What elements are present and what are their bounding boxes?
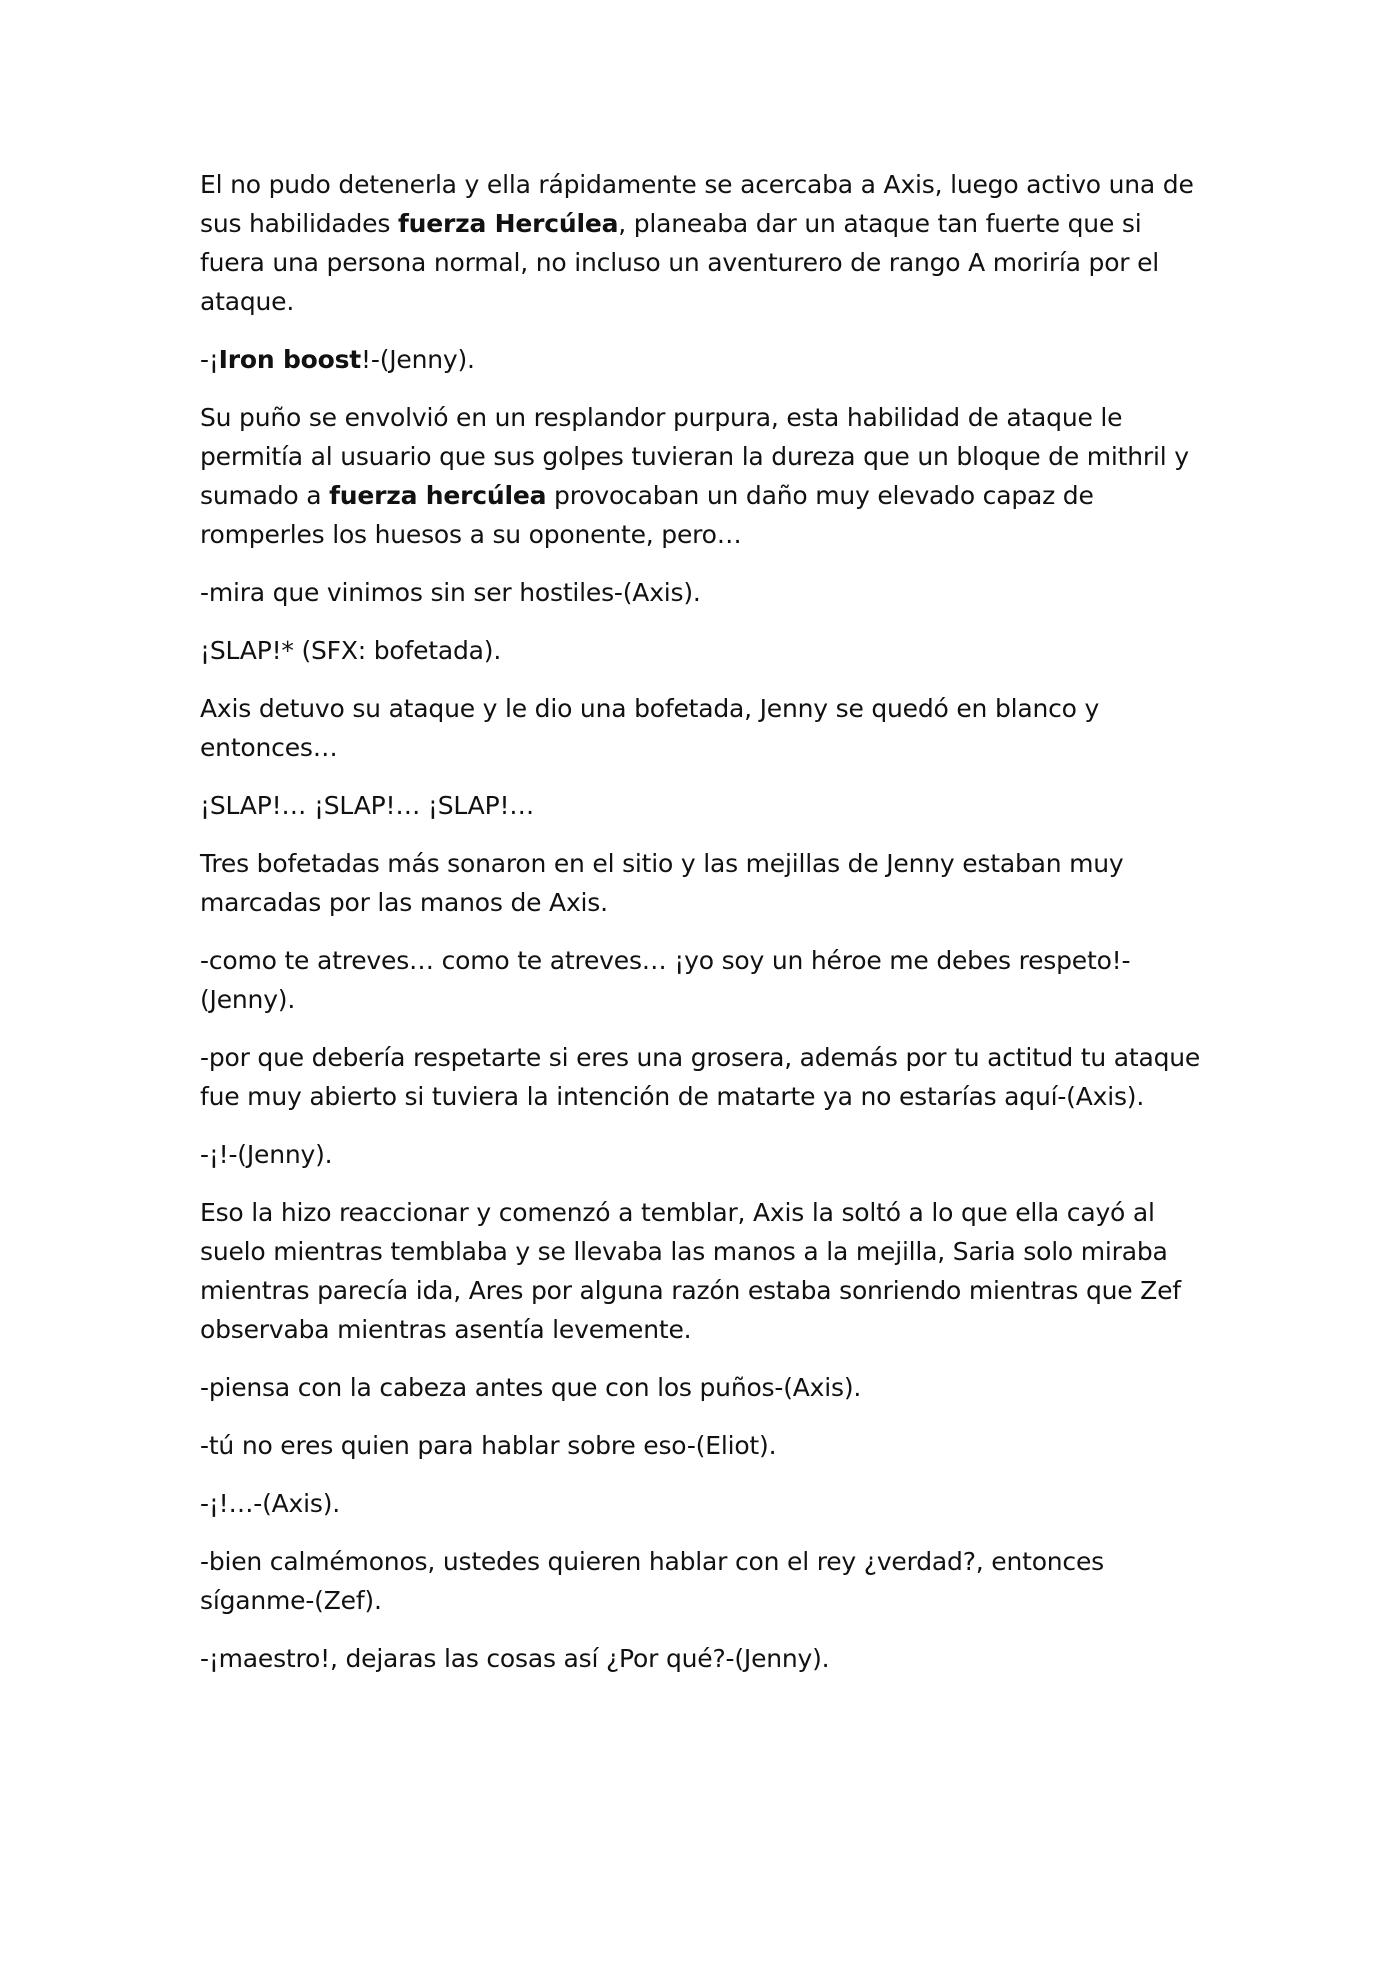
- bold-text: fuerza Hercúlea: [397, 209, 619, 238]
- paragraph: [200, 941, 1210, 1019]
- paragraph: [200, 631, 1210, 670]
- paragraph: [200, 1639, 1210, 1678]
- text-segment: provocaban un daño muy elevado capaz de romperles los huesos a su oponente, pero…: [200, 481, 1094, 549]
- text-segment: Tres bofetadas más sonaron en el sitio y las mejillas de Jenny estaban muy marcadas por las manos de Axis.: [200, 849, 1124, 917]
- paragraph: [200, 1426, 1210, 1465]
- paragraph: [200, 1368, 1210, 1407]
- paragraph: [200, 1542, 1210, 1620]
- paragraph: [200, 573, 1210, 612]
- paragraph: [200, 1484, 1210, 1523]
- text-segment: -mira que vinimos sin ser hostiles-(Axis).: [200, 578, 701, 607]
- paragraph: [200, 398, 1210, 554]
- text-segment: -tú no eres quien para hablar sobre eso-(Eliot).: [200, 1431, 777, 1460]
- text-segment: ¡SLAP!* (SFX: bofetada).: [200, 636, 502, 665]
- paragraph: [200, 1135, 1210, 1174]
- paragraph: [200, 689, 1210, 767]
- text-segment: -piensa con la cabeza antes que con los puños-(Axis).: [200, 1373, 862, 1402]
- paragraph: [200, 165, 1210, 321]
- text-segment: Su puño se envolvió en un resplandor purpura, esta habilidad de ataque le permitía al usuario que sus golpes tuvieran la dureza que un bloque de mithril y sumado a: [200, 403, 1189, 510]
- text-segment: -como te atreves… como te atreves… ¡yo soy un héroe me debes respeto!-(Jenny).: [200, 946, 1131, 1014]
- text-segment: ¡SLAP!… ¡SLAP!… ¡SLAP!…: [200, 791, 535, 820]
- text-segment: El no pudo detenerla y ella rápidamente se acercaba a Axis, luego activo una de sus habilidades: [200, 170, 1194, 238]
- paragraph: [200, 844, 1210, 922]
- bold-text: fuerza hercúlea: [329, 481, 547, 510]
- document-page: [200, 165, 1210, 1697]
- text-segment: !-(Jenny).: [361, 345, 475, 374]
- paragraph: [200, 1193, 1210, 1349]
- text-segment: Eso la hizo reaccionar y comenzó a temblar, Axis la soltó a lo que ella cayó al suelo mientras temblaba y se llevaba las manos a la mejilla, Saria solo miraba mientras parecía ida, Ares por alguna razón estaba sonriendo mientras que Zef observaba mientras asentía levemente.: [200, 1198, 1181, 1344]
- paragraph: [200, 786, 1210, 825]
- text-segment: -¡!…-(Axis).: [200, 1489, 341, 1518]
- text-segment: , planeaba dar un ataque tan fuerte que si fuera una persona normal, no incluso un aventurero de rango A moriría por el ataque.: [200, 209, 1160, 316]
- text-segment: Axis detuvo su ataque y le dio una bofetada, Jenny se quedó en blanco y entonces…: [200, 694, 1100, 762]
- paragraph: [200, 1038, 1210, 1116]
- text-segment: -¡: [200, 345, 219, 374]
- text-segment: -¡maestro!, dejaras las cosas así ¿Por qué?-(Jenny).: [200, 1644, 830, 1673]
- text-segment: -por que debería respetarte si eres una grosera, además por tu actitud tu ataque fue muy abierto si tuviera la intención de matarte ya no estarías aquí-(Axis).: [200, 1043, 1201, 1111]
- text-segment: -¡!-(Jenny).: [200, 1140, 333, 1169]
- bold-text: Iron boost: [218, 345, 362, 374]
- text-segment: -bien calmémonos, ustedes quieren hablar con el rey ¿verdad?, entonces síganme-(Zef).: [200, 1547, 1104, 1615]
- paragraph: [200, 340, 1210, 379]
